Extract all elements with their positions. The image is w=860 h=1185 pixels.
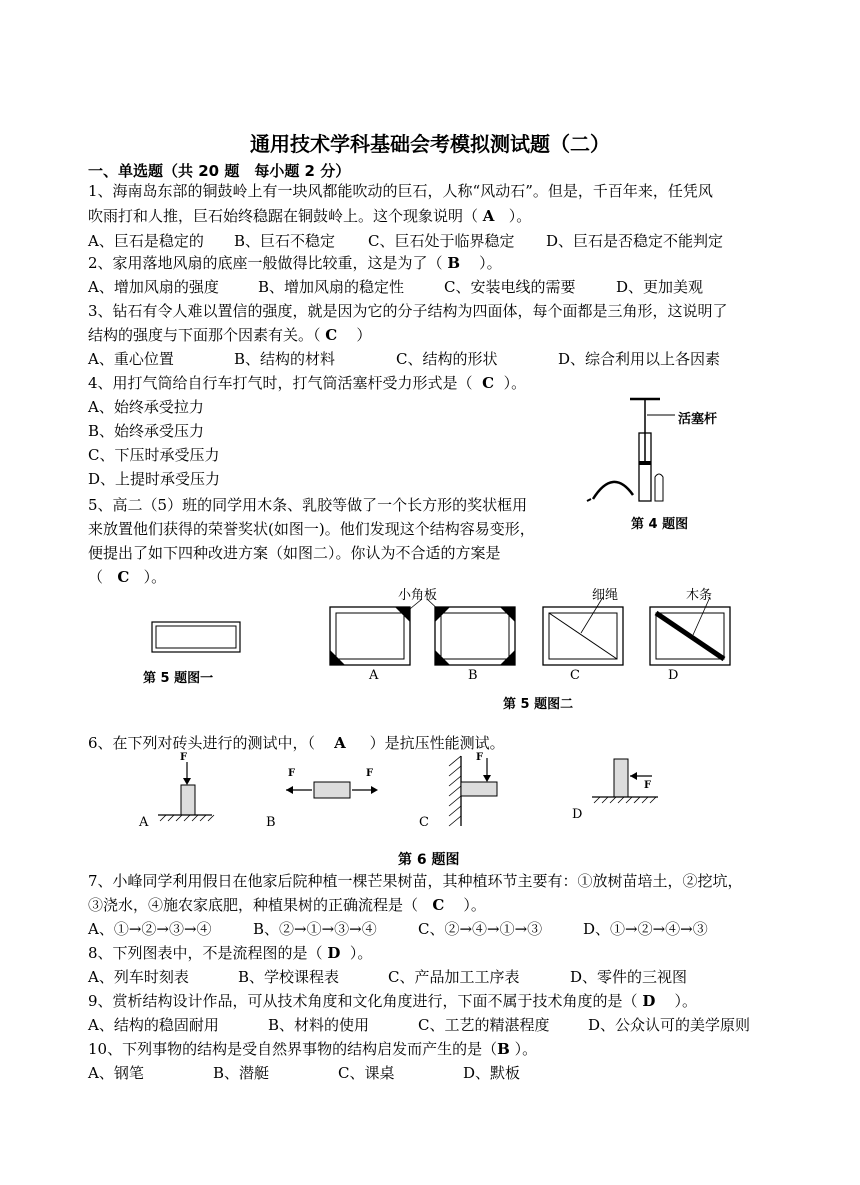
q9-answer: D: [642, 992, 656, 1010]
q1-option-d: D、巨石是否稳定不能判定: [546, 232, 724, 250]
q10-stem: 10、下列事物的结构是受自然界事物的结构启发而产生的是（: [88, 1040, 498, 1058]
q1-options: [88, 230, 723, 252]
q9-line1: [88, 990, 697, 1012]
q9-option-a: A、结构的稳固耐用: [88, 1016, 219, 1034]
q1-option-a: A、巨石是稳定的: [88, 232, 204, 250]
q1-option-b: B、巨石不稳定: [234, 232, 336, 250]
q7-line1: 7、小峰同学利用假日在他家后院种植一棵芒果树苗，其种植环节主要有：①放树苗培土，②挖坑，: [88, 872, 743, 890]
page-title: 通用技术学科基础会考模拟测试题（二）: [250, 132, 610, 156]
q4-option-b: B、始终承受压力: [88, 422, 205, 440]
string-label: 细绳: [592, 588, 619, 603]
q2-stem: 2、家用落地风扇的底座一般做得比较重，这是为了（: [88, 254, 443, 272]
q4-answer: C: [482, 374, 495, 392]
q5-line1: 5、高二（5）班的同学用木条、乳胶等做了一个长方形的奖状框用: [88, 496, 528, 514]
q4-option-c: C、下压时承受压力: [88, 446, 220, 464]
q3-options: [88, 348, 720, 370]
frame-letter-d: D: [668, 668, 679, 683]
q8-option-d: D、零件的三视图: [570, 968, 688, 986]
q10-option-b: B、潜艇: [213, 1064, 270, 1082]
q9-stem-end: ）。: [674, 992, 697, 1010]
q1-answer: A: [482, 207, 495, 225]
frame-figure-2: [325, 595, 745, 670]
test-a-figure: [150, 758, 220, 828]
q7-stem: ③浇水，④施农家底肥，种植果树的正确流程是（: [88, 896, 419, 914]
q9-options: [88, 1014, 750, 1036]
test-letter-c: C: [419, 815, 429, 830]
test-letter-d: D: [572, 807, 583, 822]
q5-line3: 便提出了如下四种改进方案（如图二）。你认为不合适的方案是: [88, 544, 501, 562]
q8-option-a: A、列车时刻表: [88, 968, 189, 986]
q3-option-b: B、结构的材料: [234, 350, 336, 368]
q5-answer: C: [117, 568, 130, 586]
q7-option-a: A、①→②→③→④: [88, 920, 212, 938]
q2-line1: [88, 252, 502, 274]
q4-option-d: D、上提时承受压力: [88, 470, 221, 488]
q10-answer: B: [497, 1040, 510, 1058]
q7-option-d: D、①→②→④→③: [583, 920, 708, 938]
piston-rod-label: 活塞杆: [678, 412, 718, 427]
corner-plate-label: 小角板: [398, 588, 438, 603]
q1-line1: 1、海南岛东部的铜鼓岭上有一块风都能吹动的巨石，人称“风动石”。但是，千百年来，任凭风: [88, 182, 713, 200]
q10-stem-end: ）。: [514, 1040, 538, 1058]
q6-stem-end: ）是抗压性能测试。: [369, 734, 505, 752]
q6-stem: 6、在下列对砖头进行的测试中，（: [88, 734, 316, 752]
force-label-a: F: [180, 752, 188, 763]
q3-line1: 3、钻石有令人难以置信的强度，就是因为它的分子结构为四面体，每个面都是三角形，这说明了: [88, 302, 728, 320]
q5-line2: 来放置他们获得的荣誉奖状(如图一)。他们发现这个结构容易变形，: [88, 520, 535, 538]
q2-stem-end: ）。: [479, 254, 502, 272]
force-label-d: F: [644, 780, 652, 791]
frame-letter-a: A: [369, 668, 379, 683]
q7-stem-end: ）。: [463, 896, 486, 914]
wood-strip-label: 木条: [686, 588, 713, 603]
q6-answer: A: [334, 734, 346, 752]
q10-line1: [88, 1038, 537, 1060]
frame-figure-1: [150, 620, 245, 655]
q10-options: [88, 1062, 520, 1084]
q1-option-c: C、巨石处于临界稳定: [368, 232, 515, 250]
q9-option-c: C、工艺的精湛程度: [418, 1016, 550, 1034]
q3-stem-end: ）: [356, 326, 372, 344]
q2-options: [88, 276, 703, 298]
q8-stem: 8、下列图表中，不是流程图的是（: [88, 944, 323, 962]
fig6-caption: 第 6 题图: [398, 852, 460, 868]
q9-option-d: D、公众认可的美学原则: [588, 1016, 751, 1034]
q4-stem-end: ）。: [503, 374, 527, 392]
q9-option-b: B、材料的使用: [268, 1016, 370, 1034]
q4-option-a: A、始终承受拉力: [88, 398, 204, 416]
force-label-b-left: F: [288, 768, 296, 779]
frame-b: [435, 607, 515, 665]
q8-stem-end: ）。: [349, 944, 373, 962]
q5-stem: （: [88, 568, 104, 586]
q2-option-a: A、增加风扇的强度: [88, 278, 219, 296]
q10-option-c: C、课桌: [338, 1064, 395, 1082]
q4-line1: [88, 372, 526, 394]
q2-answer: B: [447, 254, 461, 272]
q1-stem-end: ）。: [508, 207, 532, 225]
q2-option-c: C、安装电线的需要: [444, 278, 576, 296]
q10-option-a: A、钢笔: [88, 1064, 144, 1082]
q8-answer: D: [327, 944, 341, 962]
q4-stem: 4、用打气筒给自行车打气时，打气筒活塞杆受力形式是（: [88, 374, 473, 392]
q3-stem: 结构的强度与下面那个因素有关。（: [88, 326, 321, 344]
q6-line1: [88, 732, 505, 754]
frame-d: [650, 607, 730, 665]
q3-line2: [88, 324, 371, 346]
section-heading: 一、单选题（共 20 题 每小题 2 分）: [88, 162, 351, 180]
q10-option-d: D、默板: [463, 1064, 521, 1082]
frame-letter-c: C: [570, 668, 580, 683]
q1-stem: 吹雨打和人推，巨石始终稳踞在铜鼓岭上。这个现象说明（: [88, 207, 479, 225]
q8-line1: [88, 942, 372, 964]
q1-line2: [88, 205, 531, 227]
frame-letter-b: B: [468, 668, 478, 683]
test-c-figure: [445, 752, 515, 830]
q7-line2: [88, 894, 486, 916]
q8-options: [88, 966, 687, 988]
test-letter-a: A: [139, 815, 149, 830]
q7-answer: C: [432, 896, 445, 914]
force-label-c: F: [476, 752, 484, 763]
q3-option-a: A、重心位置: [88, 350, 174, 368]
fig5-2-caption: 第 5 题图二: [503, 697, 574, 712]
q2-option-d: D、更加美观: [616, 278, 704, 296]
q8-option-c: C、产品加工工序表: [388, 968, 520, 986]
fig4-caption: 第 4 题图: [631, 517, 689, 532]
frame-c: [543, 607, 623, 665]
q8-option-b: B、学校课程表: [238, 968, 340, 986]
q3-answer: C: [325, 326, 338, 344]
test-letter-b: B: [266, 815, 276, 830]
q5-stem-end: ）。: [143, 568, 167, 586]
q9-stem: 9、赏析结构设计作品，可从技术角度和文化角度进行，下面不属于技术角度的是（: [88, 992, 638, 1010]
q3-option-c: C、结构的形状: [396, 350, 498, 368]
q7-option-b: B、②→①→③→④: [253, 920, 377, 938]
test-d-figure: [588, 755, 668, 813]
force-label-b-right: F: [366, 768, 374, 779]
q7-option-c: C、②→④→①→③: [418, 920, 543, 938]
q5-line4: [88, 566, 166, 588]
frame-a: [330, 607, 410, 665]
test-b-figure: [282, 775, 382, 805]
q2-option-b: B、增加风扇的稳定性: [258, 278, 405, 296]
q7-options: [88, 918, 708, 940]
q3-option-d: D、综合利用以上各因素: [558, 350, 721, 368]
fig5-1-caption: 第 5 题图一: [143, 671, 214, 686]
